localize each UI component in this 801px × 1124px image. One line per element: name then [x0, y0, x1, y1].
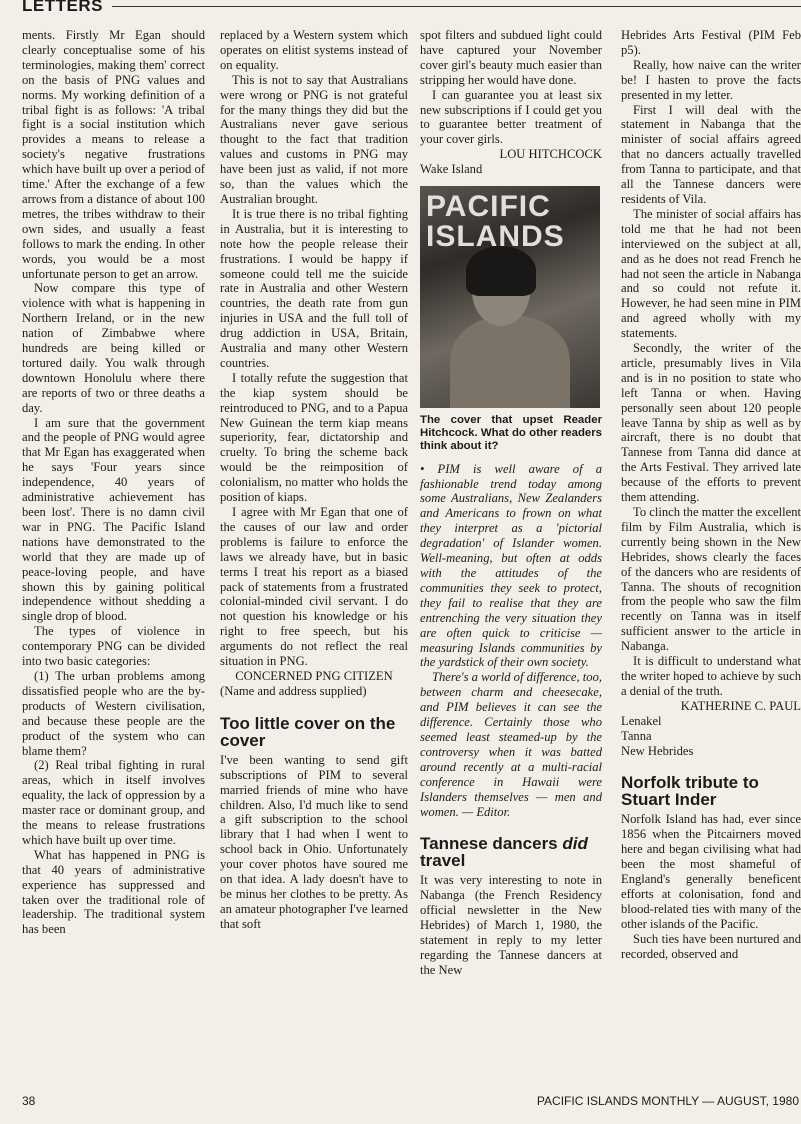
paragraph: I am sure that the government and the people of PNG would agree that Mr Egan has exaggerated when he says 'Four years since independence, 40 years of administrative achievement has been lost'. There is no damn civil war in PNG. The Pacific Island nations have demonstrated to the world that they are made up of peace-loving people, and have shown this by gaining political independence without shedding a single drop of blood.	[22, 415, 205, 624]
paragraph: It is difficult to understand what the writer hoped to achieve by such a denial of the truth.	[621, 654, 801, 698]
letter-headline: Too little cover on the cover	[220, 713, 396, 750]
signature-note: (Name and address supplied)	[220, 683, 367, 698]
header-rule	[112, 6, 801, 7]
paragraph: It is true there is no tribal fighting in Australia, but it is interesting to note how the people release their frustrations. I would be happy if someone could tell me the suicide rate in Australia and other Western countries, the death rate from gun injuries in USA and the full toll of drug addiction in USA, Britain, Australia and many other Western countries.	[220, 206, 408, 370]
paragraph: The minister of social affairs has told me that he had not been interviewed on the subject at all, and as he does not read French he had not seen the article in Nabanga and so could not refute it. However, he had seen mine in PIM and agreed wholly with my statements.	[621, 206, 801, 341]
paragraph: spot filters and subdued light could have captured your November cover girl's beauty much easier than stripping her would have done.	[420, 28, 602, 87]
paragraph: replaced by a Western system which operates on elitist systems instead of on equality.	[220, 28, 408, 72]
section-title: LETTERS	[22, 0, 103, 15]
paragraph: What has happened in PNG is that 40 years of administrative experience has suppressed and taken over the traditional role of leadership. The traditional system has been	[22, 847, 205, 937]
paragraph: This is not to say that Australians were wrong or PNG is not grateful for the many things they did but the Australians never gave serious thought to the fact that tradition values and customs in PNG may have been just as valid, if not more so, than the values which the Australian brought.	[220, 72, 408, 206]
letter-signature: KATHERINE C. PAUL	[680, 698, 801, 713]
signature-place: Tanna	[621, 728, 652, 743]
cover-masthead: PACIFIC ISLANDS	[426, 190, 565, 254]
page-header	[0, 0, 801, 14]
letter-headline: Norfolk tribute to Stuart Inder	[621, 773, 759, 810]
paragraph: Really, how naive can the writer be! I hasten to prove the facts presented in my letter.	[621, 57, 801, 102]
letter-signature: CONCERNED PNG CITIZEN	[235, 668, 393, 683]
cover-photo	[420, 186, 600, 408]
paragraph: Hebrides Arts Festival (PIM Feb p5).	[621, 28, 801, 57]
paragraph: I totally refute the suggestion that the kiap system should be reintroduced to PNG, and to a Papua New Guinean the term kiap means superiority, fear, dictatorship and cruelty. To bring the scheme back would be the reimposition of colonialism, no matter who holds the position of kiaps.	[220, 370, 408, 505]
page-footer	[0, 1094, 801, 1118]
paragraph: Such ties have been nurtured and recorded, observed and	[621, 931, 801, 961]
paragraph: First I will deal with the statement in Nabanga that the minister of social affairs agreed that no dancers actually travelled from Tanna to participate, and that all the Tannese dancers were residents of Vila.	[621, 102, 801, 206]
paragraph: The types of violence in contemporary PNG can be divided into two basic categories:	[22, 624, 205, 669]
column-4	[621, 28, 801, 1060]
paragraph: ments. Firstly Mr Egan should clearly conceptualise some of his terminologies, making them' correct on the basis of PNG values and norms. My working definition of a tribal fight is as follows: 'A tribal fight is a social institution which provides a means to release a society's negative frustrations which have built up over a period of time.' After the exchange of a few arrows from a distance of about 100 metres, the tribes withdraw to their own sides, and usually a feast follows to mark the ending. In other words, you would be a most unfortunate person to get an arrow.	[22, 28, 205, 281]
magazine-footer: PACIFIC ISLANDS MONTHLY — AUGUST, 1980	[536, 1094, 799, 1108]
paragraph: I can guarantee you at least six new subscriptions if I could get you to guarantee better treatment of your cover girls.	[420, 87, 602, 147]
paragraph: Now compare this type of violence with what is happening in Northern Ireland, or in the new nation of Zimbabwe where hundreds are being killed or tortured daily. You walk through downtown Honolulu where there are reports of two or three deaths a day.	[22, 281, 205, 415]
page-number: 38	[22, 1094, 36, 1108]
paragraph: I agree with Mr Egan that one of the causes of our law and order problems is failure to enforce the laws we already have, but in basic terms I treat his report as a biased pack of statements from a frustrated colonial-minded civil servant. I do not question his knowledge or his right to free speech, but his arguments do not reflect the real situation in PNG.	[220, 505, 408, 669]
signature-place: Wake Island	[420, 162, 483, 177]
photo-caption: The cover that upset Reader Hitchcock. What do other readers think about it?	[420, 414, 602, 453]
paragraph: To clinch the matter the excellent film by Film Australia, which is currently being shown in the New Hebrides, shows clearly the faces of the dancers who are residents of Tanna. The shouts of recognition from the people who saw the film recently on Tanna was in itself sufficient answer to the article in Nabanga.	[621, 505, 801, 654]
column-2	[220, 28, 408, 1060]
headline-part: travel	[420, 851, 466, 871]
signature-place: New Hebrides	[621, 743, 694, 758]
headline-part: Tannese dancers	[420, 834, 563, 854]
editorial-note: There's a world of difference, too, between charm and cheesecake, and PIM believes it can see the difference. Certainly those who seemed least steamed-up by the controversy when it was batted around recently at a multi-racial conference in Hawaii were Islanders themselves — men and women. — Editor.	[420, 670, 602, 819]
editorial-note: • PIM is well aware of a fashionable trend today among some Australians, New Zealanders and Americans to frown on what they interpret as a 'pictorial degradation' of Islander women. Well-meaning, but often at odds with the attitudes of the communities they seek to protect, they fail to realise that they are entrenching the very situation they are often quick to criticise — measuring Islands communities by the yardstick of their own society.	[420, 461, 602, 670]
letter-headline	[420, 835, 602, 869]
signature-place: Lenakel	[621, 713, 662, 728]
headline-emphasis: did	[562, 834, 588, 854]
paragraph: I've been wanting to send gift subscriptions of PIM to several married friends of mine who have children. Also, I'd much like to send a gift subscription to the school library that I had when I went to school back in Ohio. Unfortunately your cover photos have soured me on that idea. A lady doesn't have to be minus her clothes to be pretty. As an amateur photographer I've learned that soft	[220, 752, 408, 931]
column-1	[22, 28, 205, 1060]
photo-hair	[466, 246, 536, 296]
photo-figure	[450, 316, 570, 408]
paragraph: (1) The urban problems among dissatisfied people who are the by-products of Western civilisation, and because these people are the product of the system who can blame them?	[22, 668, 205, 758]
paragraph: (2) Real tribal fighting in rural areas, which in itself involves equality, the lack of oppression by a master race or dominant group, and the means to release frustrations which have built up over time.	[22, 758, 205, 847]
paragraph: Norfolk Island has had, ever since 1856 when the Pitcairners moved here and began civilising what had been the most shameful of England's generally beneficent efforts at colonisation, fond and blood-related ties with many of the other islands of the Pacific.	[621, 812, 801, 931]
paragraph: Secondly, the writer of the article, presumably lives in Vila and is in no position to state who left Tanna or when. Having personally seen about 120 people leave Tanna by ship as well as by aircraft, there is no doubt that Tannese from Tanna did dance at the Arts Festival. They arrived late because of the efforts to prevent them attending.	[621, 341, 801, 505]
paragraph: It was very interesting to note in Nabanga (the French Residency official newsletter in the New Hebrides) of March 1, 1980, the statement in reply to my letter regarding the Tannese dancers at the New	[420, 873, 602, 977]
column-3	[420, 28, 602, 1060]
letter-signature: LOU HITCHCOCK	[499, 147, 602, 162]
